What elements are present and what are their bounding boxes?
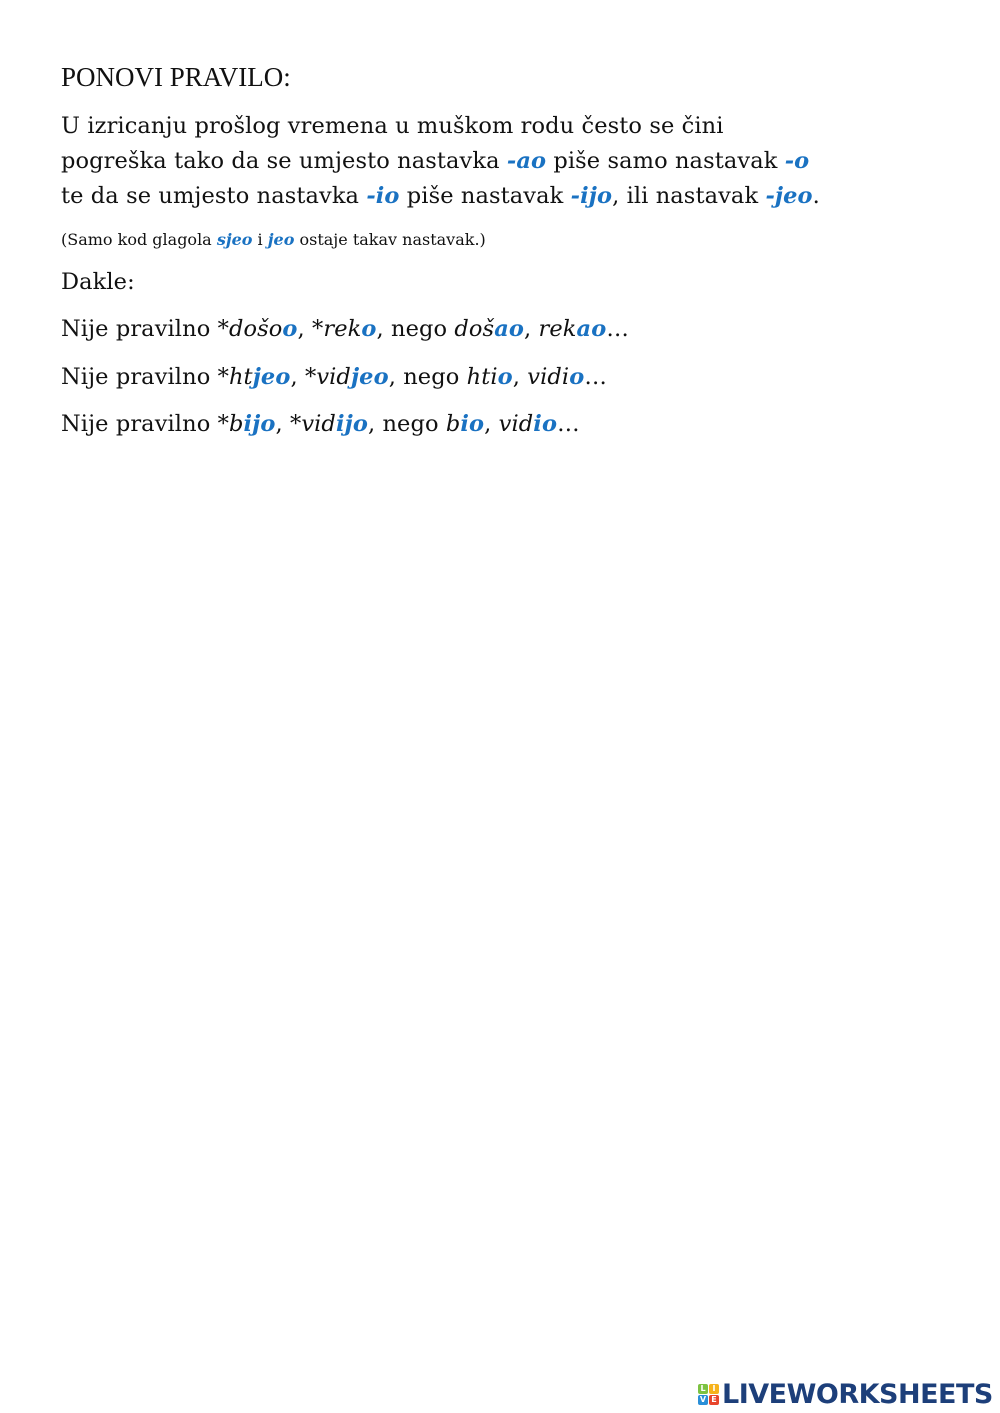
logo-letter: L	[698, 1384, 708, 1394]
text-segment: ostaje takav nastavak.)	[294, 230, 486, 249]
highlighted-ending: io	[460, 411, 485, 437]
highlighted-ending: ijo	[335, 411, 368, 437]
italic-word: vidi	[527, 364, 570, 390]
example-line-2	[61, 364, 607, 390]
text-segment: .	[812, 183, 820, 209]
highlighted-ending: ao	[494, 316, 524, 342]
text-segment: , ili nastavak	[612, 183, 766, 209]
text-segment: , nego	[376, 316, 455, 342]
rule-line-2	[61, 148, 809, 174]
highlighted-ending: -jeo	[765, 183, 813, 209]
logo-letter: V	[699, 1395, 707, 1404]
italic-word: vid	[316, 364, 351, 390]
italic-word: hti	[466, 364, 498, 390]
highlighted-ending: -ao	[506, 148, 547, 174]
text-segment: Nije pravilno *	[61, 364, 229, 390]
italic-word: vid	[498, 411, 534, 437]
text-segment: i	[252, 230, 268, 249]
rule-line-1	[61, 113, 724, 139]
highlighted-ending: o	[497, 364, 513, 390]
text-segment: , nego	[388, 364, 467, 390]
highlighted-ending: ijo	[243, 411, 276, 437]
example-line-1	[61, 316, 629, 342]
text-segment: (Samo kod glagola	[61, 230, 217, 249]
text-segment: piše samo nastavak	[546, 148, 785, 174]
text-segment: piše nastavak	[399, 183, 571, 209]
text-segment: U izricanju prošlog vremena u muškom rodu često se čini	[61, 113, 724, 139]
highlighted-ending: jeo	[350, 364, 389, 390]
text-segment: Nije pravilno *	[61, 411, 229, 437]
example-line-3	[61, 411, 580, 437]
text-segment: te da se umjesto nastavka	[61, 183, 367, 209]
highlighted-ending: io	[533, 411, 558, 437]
liveworksheets-logo	[698, 1379, 993, 1410]
text-segment: ,	[524, 316, 539, 342]
italic-word: doš	[454, 316, 495, 342]
highlighted-ending: jeo	[252, 364, 291, 390]
highlighted-ending: o	[282, 316, 298, 342]
exception-note	[61, 230, 486, 249]
italic-word: *došo	[217, 316, 283, 342]
italic-word: *rek	[312, 316, 362, 342]
highlighted-ending: jeo	[267, 230, 295, 249]
highlighted-ending: -ijo	[570, 183, 613, 209]
logo-text: LIVEWORKSHEETS	[722, 1379, 993, 1410]
italic-word: vid	[301, 411, 336, 437]
italic-word: b	[228, 411, 244, 437]
text-segment: , nego	[367, 411, 446, 437]
text-segment: pogreška tako da se umjesto nastavka	[61, 148, 507, 174]
dakle-label	[61, 269, 135, 295]
italic-word: ht	[228, 364, 253, 390]
logo-mark-icon	[698, 1384, 719, 1405]
logo-letter: I	[709, 1384, 719, 1394]
highlighted-ending: -io	[366, 183, 400, 209]
rule-line-3	[61, 183, 820, 209]
logo-letter: E	[709, 1395, 719, 1405]
text-segment: , *	[275, 411, 302, 437]
text-segment: …	[584, 364, 607, 390]
text-segment: …	[606, 316, 629, 342]
italic-word: rek	[538, 316, 577, 342]
text-segment: …	[557, 411, 580, 437]
page-title: PONOVI PRAVILO:	[61, 62, 291, 92]
text-segment: , *	[290, 364, 317, 390]
highlighted-ending: o	[361, 316, 377, 342]
text-segment: ,	[512, 364, 528, 390]
text-segment: ,	[484, 411, 499, 437]
text-segment: ,	[297, 316, 313, 342]
highlighted-ending: sjeo	[216, 230, 253, 249]
highlighted-ending: -o	[784, 148, 810, 174]
text-segment: Dakle:	[61, 269, 135, 295]
highlighted-ending: ao	[576, 316, 607, 342]
italic-word: b	[445, 411, 461, 437]
highlighted-ending: o	[569, 364, 585, 390]
text-segment: Nije pravilno	[61, 316, 218, 342]
